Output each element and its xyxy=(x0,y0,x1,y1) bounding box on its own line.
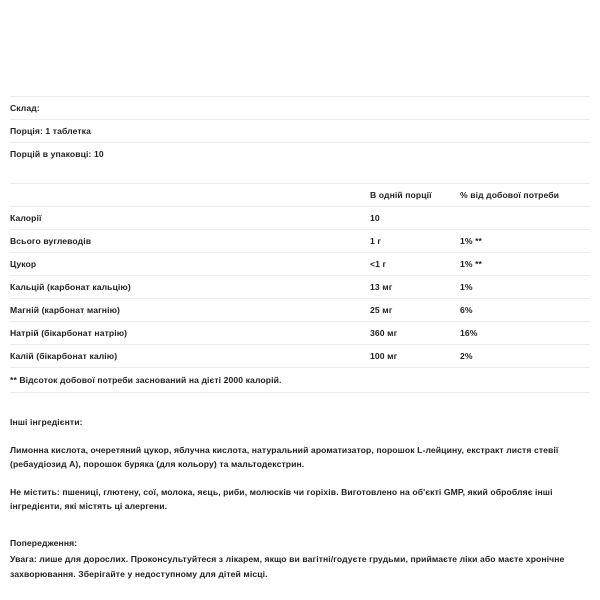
nutrient-amount: 13 мг xyxy=(370,276,460,299)
nutrient-name: Натрій (бікарбонат натрію) xyxy=(10,322,370,345)
nutrient-amount: 25 мг xyxy=(370,299,460,322)
serving-info-amount-0 xyxy=(370,97,460,120)
nutrient-amount: 100 мг xyxy=(370,345,460,368)
serving-info-amount-2 xyxy=(370,143,460,166)
nutrient-daily-value: 16% xyxy=(460,322,590,345)
serving-info-dv-0 xyxy=(460,97,590,120)
table-row xyxy=(10,299,590,322)
allergen-statement: Не містить: пшениці, глютену, сої, молока, яєць, риби, молюсків чи горіхів. Виготовлено на об'єкті GMP, який обробляє інші інгредієнти, які містять ці алергени. xyxy=(10,486,553,511)
serving-info-label-0: Склад: xyxy=(10,97,370,120)
nutrient-amount: 360 мг xyxy=(370,322,460,345)
serving-info-label-1: Порція: 1 таблетка xyxy=(10,120,370,143)
table-row xyxy=(10,276,590,299)
nutrient-amount: <1 г xyxy=(370,253,460,276)
nutrient-daily-value: 6% xyxy=(460,299,590,322)
serving-info-label-2: Порцій в упаковці: 10 xyxy=(10,143,370,166)
nutrient-daily-value: 1% ** xyxy=(460,253,590,276)
column-header-daily-value: % від добової потреби xyxy=(460,184,590,207)
table-header-row xyxy=(10,184,590,207)
other-ingredients-heading: Інші інгредієнти: xyxy=(10,417,83,427)
table-footnote-row xyxy=(10,368,590,393)
daily-value-footnote: ** Відсоток добової потреби заснований на дієті 2000 калорій. xyxy=(10,368,590,393)
column-header-nutrient xyxy=(10,184,370,207)
nutrient-daily-value: 1% xyxy=(460,276,590,299)
nutrient-name: Магній (карбонат магнію) xyxy=(10,299,370,322)
warning-body: Увага: лише для дорослих. Проконсультуйтеся з лікарем, якщо ви вагітні/годуєте грудьми, приймаєте ліки або маєте хронічне захворювання. Зберігайте у недоступному для дітей місці. xyxy=(10,554,565,579)
table-row xyxy=(10,230,590,253)
nutrient-amount: 1 г xyxy=(370,230,460,253)
serving-info-dv-1 xyxy=(460,120,590,143)
table-spacer xyxy=(10,165,590,184)
supplement-facts-table xyxy=(10,96,590,393)
table-row xyxy=(10,253,590,276)
nutrient-name: Кальцій (карбонат кальцію) xyxy=(10,276,370,299)
table-row xyxy=(10,322,590,345)
table-row-servings-per-container xyxy=(10,143,590,166)
serving-info-dv-2 xyxy=(460,143,590,166)
warning-heading: Попередження: xyxy=(10,537,78,548)
table-row xyxy=(10,345,590,368)
nutrient-amount: 10 xyxy=(370,207,460,230)
nutrient-name: Всього вуглеводів xyxy=(10,230,370,253)
serving-info-amount-1 xyxy=(370,120,460,143)
table-row-serving-size xyxy=(10,120,590,143)
nutrient-name: Калій (бікарбонат калію) xyxy=(10,345,370,368)
nutrient-name: Цукор xyxy=(10,253,370,276)
table-row xyxy=(10,207,590,230)
nutrient-daily-value: 1% ** xyxy=(460,230,590,253)
table-row-serving-composition xyxy=(10,97,590,120)
other-ingredients-body: Лимонна кислота, очеретяний цукор, яблучна кислота, натуральний ароматизатор, порошок L-лейцину, екстракт листя стевії (ребаудіозид А), порошок буряка (для кольору) та мальтодекстрин. xyxy=(10,444,559,469)
column-header-amount-per-serving: В одній порції xyxy=(370,184,460,207)
nutrient-name: Калорії xyxy=(10,207,370,230)
nutrient-daily-value: 2% xyxy=(460,345,590,368)
nutrient-daily-value xyxy=(460,207,590,230)
